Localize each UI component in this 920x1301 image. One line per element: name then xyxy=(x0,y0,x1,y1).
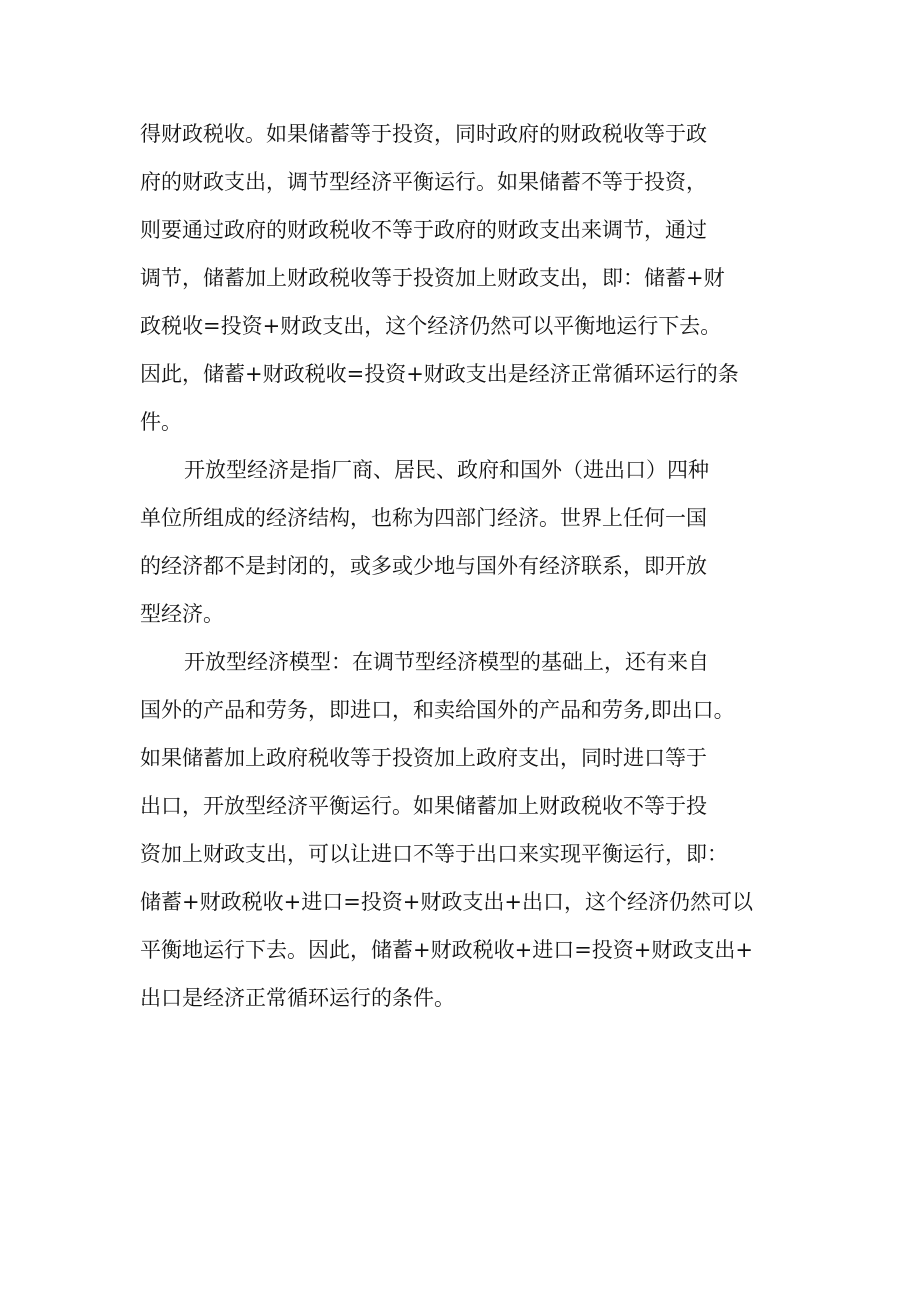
paragraph-2-line-2: 单位所组成的经济结构，也称为四部门经济。世界上任何一国 xyxy=(140,506,707,530)
paragraph-1-line-3: 则要通过政府的财政税收不等于政府的财政支出来调节，通过 xyxy=(140,218,707,242)
paragraph-3-line-2: 国外的产品和劳务，即进口，和卖给国外的产品和劳务,即出口。 xyxy=(140,698,735,722)
paragraph-3-line-6: 储蓄+财政税收+进口=投资+财政支出+出口，这个经济仍然可以 xyxy=(140,890,753,914)
paragraph-1-line-1: 得财政税收。如果储蓄等于投资，同时政府的财政税收等于政 xyxy=(140,122,707,146)
paragraph-1-line-2: 府的财政支出，调节型经济平衡运行。如果储蓄不等于投资， xyxy=(140,170,707,194)
paragraph-1-line-5: 政税收=投资+财政支出，这个经济仍然可以平衡地运行下去。 xyxy=(140,314,722,338)
paragraph-1-line-4: 调节，储蓄加上财政税收等于投资加上财政支出，即：储蓄+财 xyxy=(140,266,725,290)
paragraph-3-line-3: 如果储蓄加上政府税收等于投资加上政府支出，同时进口等于 xyxy=(140,746,707,770)
paragraph-2-line-3: 的经济都不是封闭的，或多或少地与国外有经济联系，即开放 xyxy=(140,554,707,578)
paragraph-3-line-8: 出口是经济正常循环运行的条件。 xyxy=(140,986,455,1010)
paragraph-3-line-4: 出口，开放型经济平衡运行。如果储蓄加上财政税收不等于投 xyxy=(140,794,707,818)
paragraph-1-line-6: 因此，储蓄+财政税收=投资+财政支出是经济正常循环运行的条 xyxy=(140,362,739,386)
paragraph-3-line-5: 资加上财政支出，可以让进口不等于出口来实现平衡运行，即： xyxy=(140,842,728,866)
paragraph-2-line-4: 型经济。 xyxy=(140,602,224,626)
paragraph-3-line-7: 平衡地运行下去。因此，储蓄+财政税收+进口=投资+财政支出+ xyxy=(140,938,753,962)
paragraph-3-line-1: 开放型经济模型：在调节型经济模型的基础上，还有来自 xyxy=(184,650,709,674)
paragraph-1-line-7: 件。 xyxy=(140,410,182,434)
paragraph-2-line-1: 开放型经济是指厂商、居民、政府和国外（进出口）四种 xyxy=(184,458,709,482)
